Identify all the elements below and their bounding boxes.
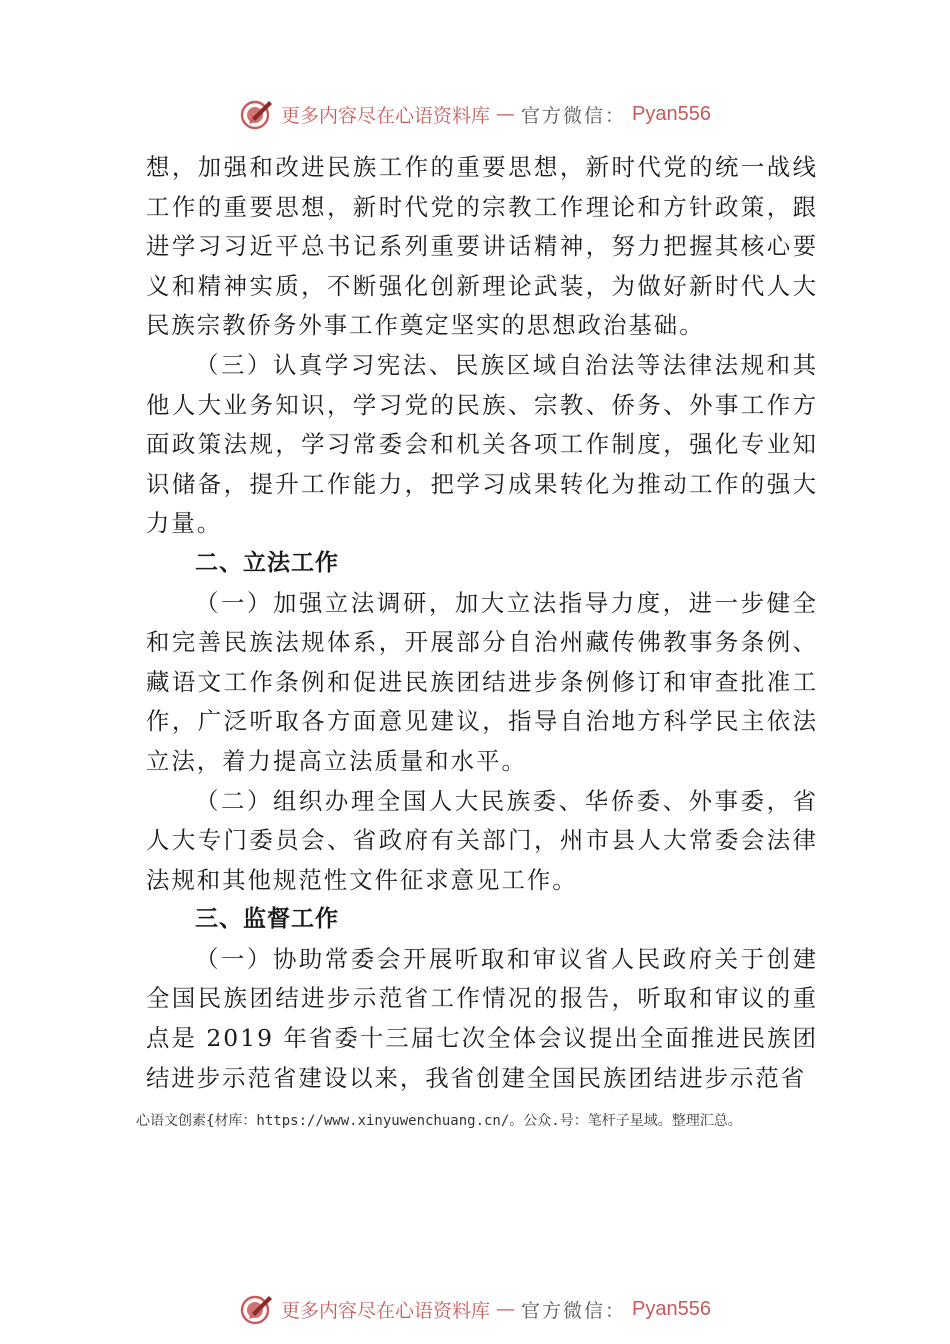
paragraph-3: （一）加强立法调研，加大立法指导力度，进一步健全和完善民族法规体系，开展部分自治州藏传佛教事务条例、 藏语文工作条例和促进民族团结进步条例修订和审查批准工作，广泛听取各方面意见建议，指导自治地方科学民主依法立法，着力提高立法质量和水平。: [146, 588, 818, 775]
header-banner: [0, 94, 950, 134]
banner-dash: —: [496, 103, 516, 125]
banner-wechat-label: 官方微信：: [521, 1299, 627, 1322]
banner-wechat-id: Pyan556: [632, 102, 711, 125]
paragraph-2: （三）认真学习宪法、民族区域自治法等法律法规和其他人大业务知识，学习党的民族、宗教、侨务、外事工作方面政策法规，学习常委会和机关各项工作制度，强化专业知识储备，提升工作能力，把学习成果转化为推动工作的强大力量。: [146, 350, 818, 538]
banner-text: 更多内容尽在心语资料库: [281, 104, 491, 127]
document-body: [146, 148, 818, 1098]
banner-dash: —: [496, 1298, 516, 1320]
banner-text: 更多内容尽在心语资料库: [281, 1299, 491, 1322]
source-note: 心语文创素{材库：https://www.xinyuwenchuang.cn/。公众.号：笔杆子星域。整理汇总。: [136, 1113, 742, 1129]
footer-banner: [0, 1289, 950, 1329]
paragraph-4: （二）组织办理全国人大民族委、华侨委、外事委，省人大专门委员会、省政府有关部门，州市县人大常委会法律法规和其他规范性文件征求意见工作。: [146, 786, 818, 894]
banner-wechat-id: Pyan556: [632, 1297, 711, 1320]
pen-logo-icon: [239, 1291, 275, 1327]
pen-logo-icon: [239, 96, 275, 132]
paragraph-5: （一）协助常委会开展听取和审议省人民政府关于创建全国民族团结进步示范省工作情况的报告，听取和审议的重点是 2019 年省委十三届七次全体会议提出全面推进民族团结进步示范省建设以来，我省创建全国民族团结进步示范省: [146, 944, 818, 1092]
banner-wechat-label: 官方微信：: [521, 104, 627, 127]
section-heading-supervision: 三、监督工作: [195, 906, 339, 933]
paragraph-1: 想，加强和改进民族工作的重要思想，新时代党的统一战线工作的重要思想，新时代党的宗教工作理论和方针政策，跟进学习习近平总书记系列重要讲话精神，努力把握其核心要义和精神实质，不断强化创新理论武装，为做好新时代人大民族宗教侨务外事工作奠定坚实的思想政治基础。: [146, 153, 818, 340]
section-heading-legislation: 二、立法工作: [195, 549, 339, 576]
